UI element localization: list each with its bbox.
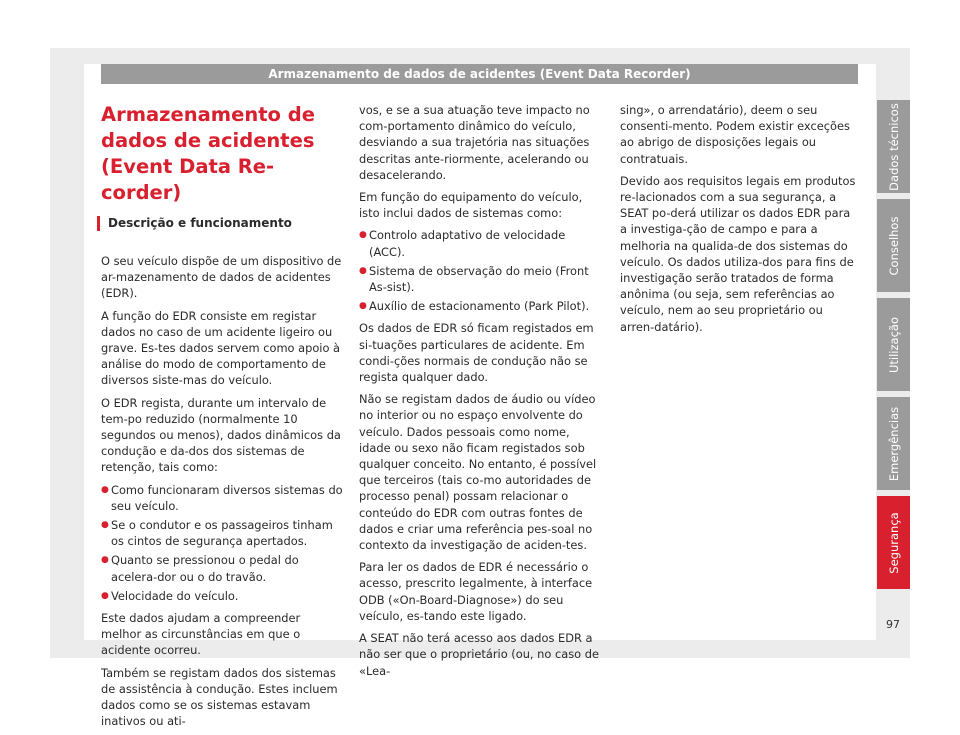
paragraph: Também se registam dados dos sistemas de assistência à condução. Estes incluem dados como se os sistemas estavam inativos ou ati-: [101, 665, 338, 729]
list-item: ● Sistema de observação do meio (Front As-sist).: [359, 263, 602, 295]
bullet-list: [101, 482, 343, 604]
tab-emergencias[interactable]: [877, 397, 910, 490]
paragraph: Os dados de EDR só ficam registados em si-tuações particulares de acidente. Em condi-ções normais de condução não se regista qualquer dado.: [359, 321, 594, 385]
paragraph: A SEAT não terá acesso aos dados EDR a não ser que o proprietário (ou, no caso de «Lea-: [359, 631, 599, 678]
list-item: ● Se o condutor e os passageiros tinham os cintos de segurança apertados.: [101, 517, 343, 549]
tab-label: Emergências: [886, 406, 901, 481]
paragraph: sing», o arrendatário), deem o seu consenti-mento. Podem existir exceções ao abrigo de disposições legais ou contratuais.: [620, 103, 850, 166]
tab-dados-tecnicos[interactable]: [877, 100, 910, 193]
chapter-tabs: [877, 100, 910, 595]
bullet-list: [359, 227, 602, 314]
running-header: Armazenamento de dados de acidentes (Event Data Recorder): [101, 64, 858, 84]
section-title: Armazenamento de dados de acidentes (Event Data Re-corder): [101, 103, 315, 204]
tab-label: Segurança: [886, 511, 901, 574]
column-3: [620, 102, 860, 341]
paragraph: Não se registam dados de áudio ou vídeo no interior ou no espaço envolvente do veículo. Dados pessoais como nome, idade ou sexo não ficam registados sob qualquer conceito. No entanto, é possível que terceiros (tais co-mo autoridades de processo penal) possam relacionar o conteúdo do EDR com outras fontes de dados e criar uma referência pes-soal no contexto da investigação de aciden-tes.: [359, 392, 597, 553]
list-item: ● Como funcionaram diversos sistemas do seu veículo.: [101, 482, 343, 514]
list-item: ● Quanto se pressionou o pedal do acelera-dor ou o do travão.: [101, 552, 343, 584]
list-item: ● Controlo adaptativo de velocidade (ACC).: [359, 227, 602, 259]
paragraph: A função do EDR consiste em registar dados no caso de um acidente ligeiro ou grave. Es-tes dados servem como apoio à análise do modo de comportamento de diversos siste-mas do veículo.: [101, 308, 341, 388]
tab-utilizacao[interactable]: [877, 298, 910, 391]
paragraph: vos, e se a sua atuação teve impacto no com-portamento dinâmico do veículo, desviando a sua trajetória nas situações descritas ante-riormente, acelerando ou desacelerando.: [359, 103, 590, 182]
paragraph: Para ler os dados de EDR é necessário o acesso, prescrito legalmente, à interface ODB («On-Board-Diagnose») do seu veículo, es-tando este ligado.: [359, 560, 593, 623]
tab-label: Utilização: [886, 316, 901, 373]
paragraph: O seu veículo dispõe de um dispositivo de ar-mazenamento de dados de acidentes (EDR).: [101, 254, 342, 301]
column-2: [359, 102, 602, 685]
page-number: 97: [886, 618, 900, 631]
tab-seguranca[interactable]: [877, 496, 910, 589]
tab-label: Dados técnicos: [886, 102, 901, 191]
section-subtitle: Descrição e funcionamento: [97, 216, 343, 231]
column-1: [101, 102, 343, 735]
paragraph: Devido aos requisitos legais em produtos re-lacionados com a sua segurança, a SEAT po-derá utilizar os dados EDR para a investiga-ção de campo e para a melhoria na qualida-de dos sistemas do veículo. Os dados utiliza-dos para fins de investigação serão tratados de forma anônima (ou seja, sem referências ao veículo, nem ao seu proprietário ou arren-datário).: [620, 173, 856, 334]
tab-conselhos[interactable]: [877, 199, 910, 292]
paragraph: Em função do equipamento do veículo, isto inclui dados de sistemas como:: [359, 190, 583, 221]
paragraph: Este dados ajudam a compreender melhor as circunstâncias em que o acidente ocorreu.: [101, 611, 301, 658]
list-item: ● Velocidade do veículo.: [101, 588, 343, 604]
paragraph: O EDR regista, durante um intervalo de tem-po reduzido (normalmente 10 segundos ou menos), dados dinâmicos da condução e da-dos dos sistemas de retenção, tais como:: [101, 395, 341, 475]
list-item: ● Auxílio de estacionamento (Park Pilot).: [359, 298, 602, 314]
tab-label: Conselhos: [886, 216, 901, 275]
